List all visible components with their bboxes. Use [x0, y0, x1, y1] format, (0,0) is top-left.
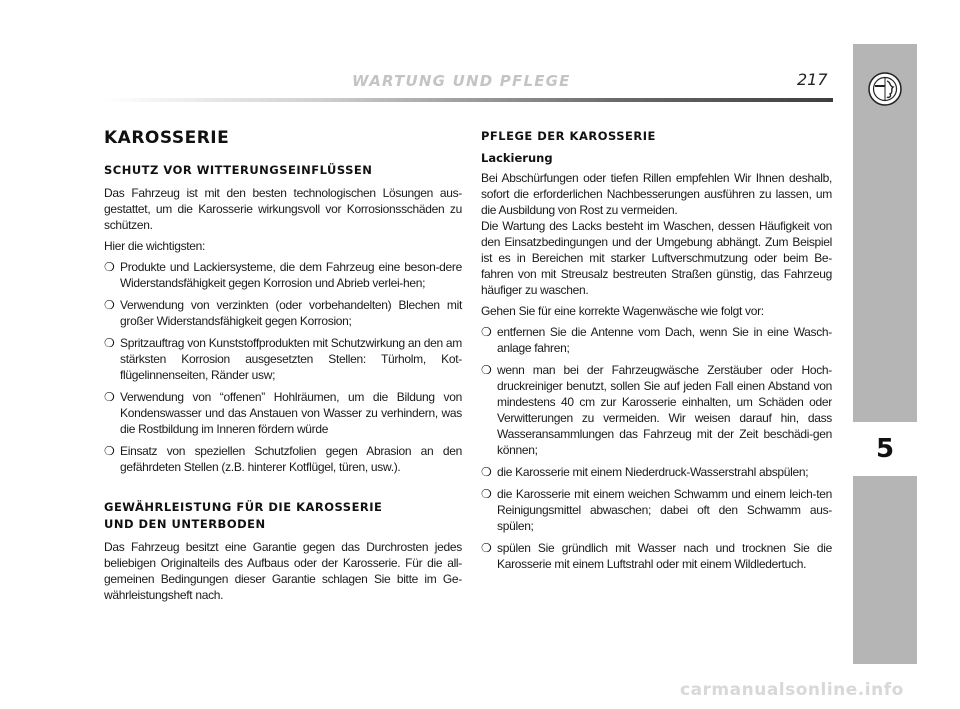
paragraph: Die Wartung des Lacks besteht im Waschen, dessen Häufigkeit von den Einsatzbedingungen und der Umgebung abhängt. Zum Beispiel ist es in Bereichen mit starker Luftverschmutzung oder beim Be-fahren von mit Streusalz bestreuten Straßen günstig, das Fahrzeug häufiger zu waschen.: [481, 219, 832, 297]
list-item-text: die Karosserie mit einem weichen Schwamm und einem leich-ten Reinigungsmittel abwaschen; dabei oft den Schwamm aus-spülen;: [497, 487, 832, 533]
list-item: [104, 443, 462, 475]
bullet-circle-icon: ❍: [481, 363, 492, 377]
bullet-circle-icon: ❍: [481, 487, 492, 501]
bullet-list: [481, 324, 832, 572]
list-item: [481, 486, 832, 534]
subsection-subtitle: Lackierung: [481, 151, 553, 165]
bullet-circle-icon: ❍: [104, 390, 115, 404]
list-item: [104, 335, 462, 383]
list-item-text: Produkte und Lackiersysteme, die dem Fahrzeug eine beson-dere Widerstandsfähigkeit gegen Korrosion und Abrieb verlei-hen;: [120, 260, 462, 290]
list-item-text: Verwendung von verzinkten (oder vorbehandelten) Blechen mit großer Widerstandsfähigkeit gegen Korrosion;: [120, 298, 462, 328]
paragraph: Gehen Sie für eine korrekte Wagenwäsche wie folgt vor:: [481, 304, 764, 318]
bullet-circle-icon: ❍: [104, 336, 115, 350]
list-item-text: Einsatz von speziellen Schutzfolien gegen Abrasion an den gefährdeten Stellen (z.B. hinterer Kotflügel, türen, usw.).: [120, 444, 462, 474]
list-item: [481, 464, 832, 480]
paragraph: Bei Abschürfungen oder tiefen Rillen empfehlen Wir Ihnen deshalb, sofort die erforderlichen Nachbesserungen ausführen zu lassen, um die Ausbildung von Rost zu vermeiden.: [481, 171, 832, 217]
left-column: [104, 128, 462, 608]
chapter-number: 5: [853, 422, 917, 476]
subsection-title: PFLEGE DER KAROSSERIE: [481, 129, 656, 143]
subsection-title: [104, 499, 462, 533]
list-item: [481, 324, 832, 356]
subsection-title-line: GEWÄHRLEISTUNG FÜR DIE KAROSSERIE: [104, 500, 383, 514]
paragraph: Das Fahrzeug besitzt eine Garantie gegen das Durchrosten jedes beliebigen Originalteils des Aufbaus oder der Karosserie. Für die all-gemeinen Bedingungen dieser Garantie schlagen Sie bitte im Ge-währleistungsheft nach.: [104, 540, 462, 602]
running-header-title: WARTUNG UND PFLEGE: [352, 72, 571, 90]
list-item-text: Verwendung von “offenen” Hohlräumen, um die Bildung von Kondenswasser und das Anstauen von Wasser zu verhindern, was die Rostbildung im Inneren fördern würde: [120, 390, 462, 436]
list-item: [481, 362, 832, 458]
subsection-title-line: UND DEN UNTERBODEN: [104, 517, 266, 531]
bullet-circle-icon: ❍: [481, 465, 492, 479]
bullet-circle-icon: ❍: [104, 260, 115, 274]
list-item-text: spülen Sie gründlich mit Wasser nach und trocknen Sie die Karosserie mit einem Luftstrahl oder mit einem Wildledertuch.: [497, 541, 832, 571]
list-item: [104, 389, 462, 437]
bullet-circle-icon: ❍: [481, 541, 492, 555]
list-item-text: entfernen Sie die Antenne vom Dach, wenn Sie in eine Wasch-anlage fahren;: [497, 325, 832, 355]
bullet-list: [104, 259, 462, 475]
bullet-circle-icon: ❍: [104, 298, 115, 312]
list-item-text: wenn man bei der Fahrzeugwäsche Zerstäuber oder Hoch-druckreiniger benutzt, sollen Sie auf jeden Fall einen Abstand von mindestens 40 cm zur Karosserie einhalten, um Schäden oder Verwitterungen zu vermeiden. Wir weisen darauf hin, dass Wasseransammlungen das Fahrzeug mit der Zeit beschädi-gen können;: [497, 363, 832, 457]
list-item-text: die Karosserie mit einem Niederdruck-Wasserstrahl abspülen;: [497, 465, 809, 479]
list-item: [104, 259, 462, 291]
bullet-circle-icon: ❍: [104, 444, 115, 458]
chapter-sidebar: [853, 44, 917, 664]
subsection-title: SCHUTZ VOR WITTERUNGSEINFLÜSSEN: [104, 163, 373, 177]
paragraph: Das Fahrzeug ist mit den besten technologischen Lösungen aus-gestattet, um die Karosserie wirkungsvoll vor Korrosionsschäden zu schützen.: [104, 186, 462, 232]
header-rule: [104, 98, 833, 102]
list-item-text: Spritzauftrag von Kunststoffprodukten mit Schutzwirkung an den am stärksten Korrosion ausgesetzten Stellen: Türholm, Kot-flügelinnenseiten, Ränder usw;: [120, 336, 462, 382]
right-column: [481, 128, 832, 578]
watermark: carmanualsonline.info: [680, 680, 904, 700]
page-number: 217: [797, 70, 828, 89]
bullet-circle-icon: ❍: [481, 325, 492, 339]
paragraph: Hier die wichtigsten:: [104, 239, 206, 253]
list-item: [104, 297, 462, 329]
section-heading: KAROSSERIE: [104, 128, 230, 148]
list-item: [481, 540, 832, 572]
brand-emblem-icon: [868, 72, 902, 106]
